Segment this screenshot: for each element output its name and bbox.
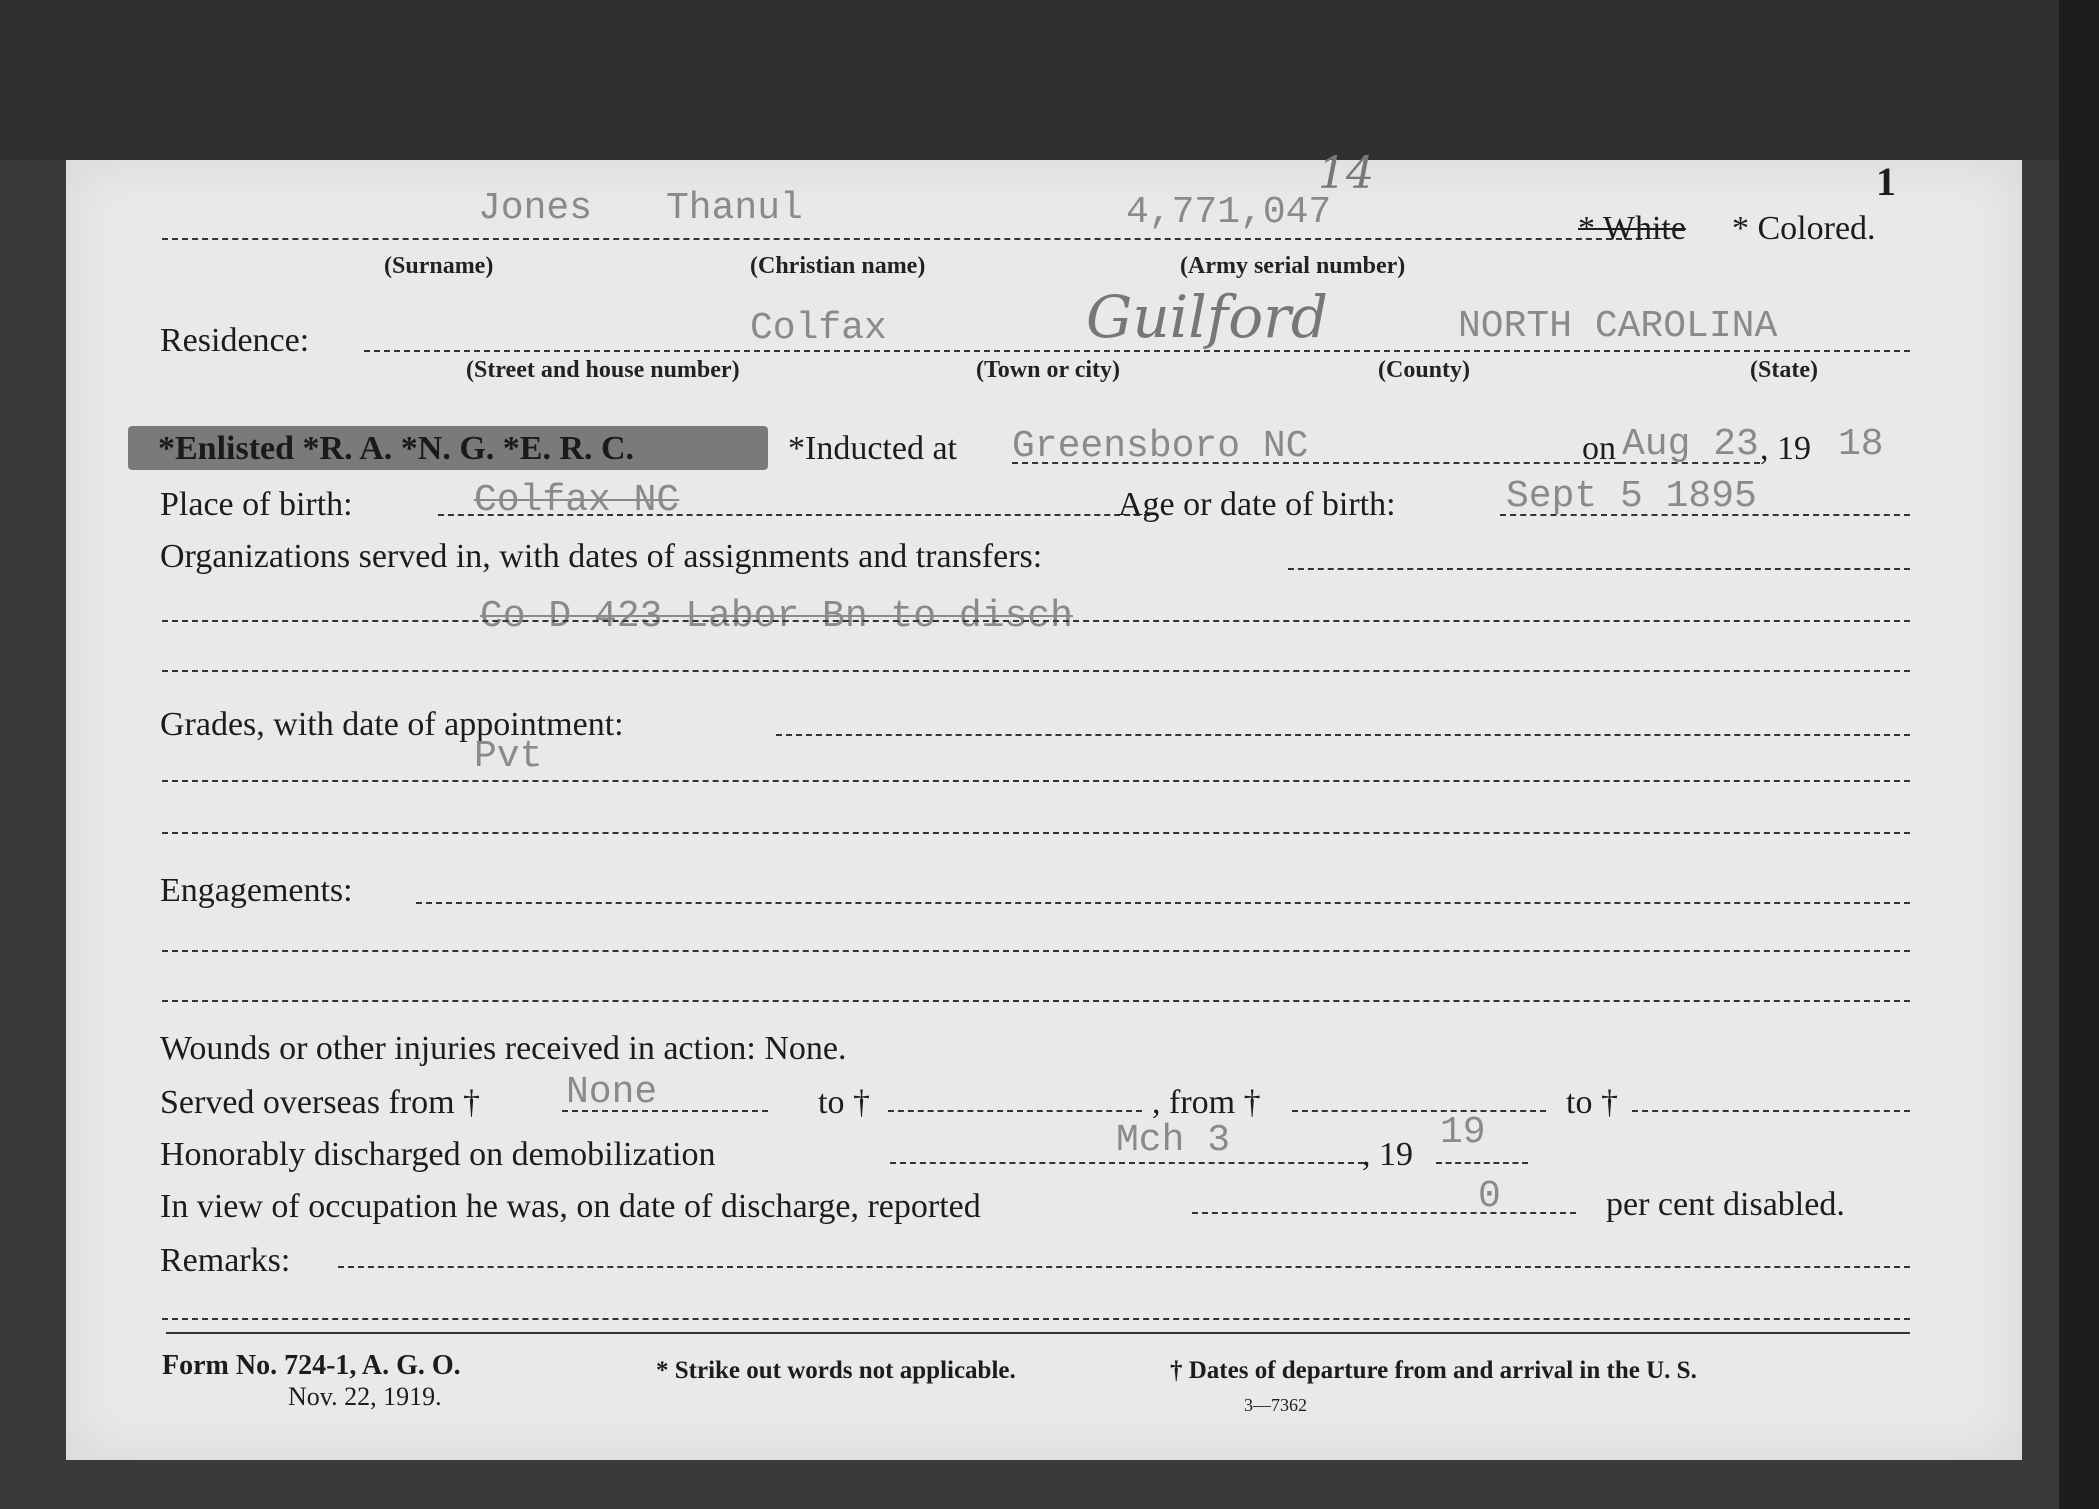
discharge-year-value: 19 (1440, 1111, 1486, 1154)
remarks-line-2 (162, 1318, 1910, 1320)
christian-name-value: Thanul (666, 187, 803, 230)
grades-line-2 (162, 780, 1910, 782)
enlisted-options: *Enlisted *R. A. *N. G. *E. R. C. (158, 430, 635, 467)
overseas-to-label: to † (818, 1084, 870, 1121)
inducted-year-value: 18 (1838, 423, 1884, 466)
serial-correction: 14 (1318, 148, 1374, 199)
race-white-option: * White (1578, 210, 1686, 247)
county-caption: (County) (1378, 357, 1471, 383)
engagements-line-2 (162, 950, 1910, 952)
disability-line (1192, 1212, 1576, 1214)
state-caption: (State) (1750, 357, 1818, 383)
residence-label: Residence: (160, 322, 310, 359)
discharge-date-value: Mch 3 (1116, 1119, 1231, 1162)
serial-number-value: 4,771,047 (1126, 191, 1332, 234)
inducted-year-prefix: , 19 (1760, 430, 1811, 467)
birth-date-value: Sept 5 1895 (1506, 475, 1757, 518)
birth-place-value: Colfax NC (474, 479, 680, 522)
engagements-line-1 (416, 902, 1910, 904)
inducted-place-value: Greensboro NC (1012, 425, 1309, 468)
discharge-year-prefix: , 19 (1362, 1136, 1413, 1173)
birth-place-label: Place of birth: (160, 486, 353, 523)
serial-caption: (Army serial number) (1180, 253, 1406, 279)
overseas-to2-line (1632, 1110, 1910, 1112)
inducted-label: *Inducted at (788, 430, 957, 467)
discharge-date-line (890, 1162, 1364, 1164)
inducted-line (1012, 462, 1620, 464)
surname-value: Jones (478, 187, 593, 230)
dates-note: † Dates of departure from and arrival in the U. S. (1170, 1357, 1697, 1384)
street-caption: (Street and house number) (466, 357, 740, 383)
birth-place-line (438, 514, 1150, 516)
engagements-line-3 (162, 1000, 1910, 1002)
organizations-line-1 (1288, 568, 1910, 570)
print-code: 3—7362 (1244, 1395, 1307, 1415)
grades-line-1 (776, 734, 1910, 736)
form-date: Nov. 22, 1919. (288, 1382, 442, 1411)
overseas-label: Served overseas from † (160, 1084, 481, 1121)
form-number: Form No. 724-1, A. G. O. (162, 1350, 461, 1381)
state-value: NORTH CAROLINA (1458, 305, 1778, 348)
town-caption: (Town or city) (976, 357, 1120, 383)
birth-date-label: Age or date of birth: (1118, 486, 1396, 523)
county-value: Guilford (1086, 283, 1329, 351)
grades-label: Grades, with date of appointment: (160, 706, 624, 743)
engagements-label: Engagements: (160, 872, 353, 909)
service-record-card (66, 148, 2022, 1460)
disability-suffix: per cent disabled. (1606, 1186, 1845, 1223)
name-line (162, 238, 1642, 240)
christian-name-caption: (Christian name) (750, 253, 926, 279)
organizations-line-3 (162, 670, 1910, 672)
town-value: Colfax (750, 307, 887, 350)
overseas-from-line (562, 1110, 768, 1112)
inducted-date-value: Aug 23 (1622, 423, 1759, 466)
dark-background-edge (2059, 0, 2099, 1509)
remarks-label: Remarks: (160, 1242, 291, 1279)
page-number: 1 (1876, 159, 1896, 204)
organizations-line-2 (162, 620, 1910, 622)
overseas-to2-label: to † (1566, 1084, 1618, 1121)
disability-label: In view of occupation he was, on date of discharge, reported (160, 1188, 981, 1225)
overseas-to-line (888, 1110, 1142, 1112)
organizations-label: Organizations served in, with dates of assignments and transfers: (160, 538, 1043, 575)
overseas-from2-line (1292, 1110, 1546, 1112)
remarks-line-1 (338, 1266, 1910, 1268)
overseas-from-value: None (566, 1071, 658, 1114)
residence-line (364, 350, 1910, 352)
discharge-label: Honorably discharged on demobilization (160, 1136, 716, 1173)
inducted-date-line (1620, 462, 1760, 464)
surname-caption: (Surname) (384, 253, 494, 279)
discharge-year-line (1436, 1162, 1528, 1164)
strike-note: * Strike out words not applicable. (656, 1357, 1016, 1384)
race-colored-option: * Colored. (1732, 210, 1876, 247)
on-label: on (1582, 430, 1616, 467)
grades-value: Pvt (474, 735, 543, 778)
overseas-from2-label: , from † (1152, 1084, 1261, 1121)
organizations-value: Co D 423 Labor Bn to disch (480, 595, 1073, 638)
footer-rule (166, 1332, 1910, 1334)
wounds-label: Wounds or other injuries received in action: None. (160, 1030, 847, 1067)
birth-date-line (1500, 514, 1910, 516)
dark-background-top (0, 0, 2099, 160)
grades-line-3 (162, 832, 1910, 834)
disability-value: 0 (1478, 1175, 1501, 1218)
